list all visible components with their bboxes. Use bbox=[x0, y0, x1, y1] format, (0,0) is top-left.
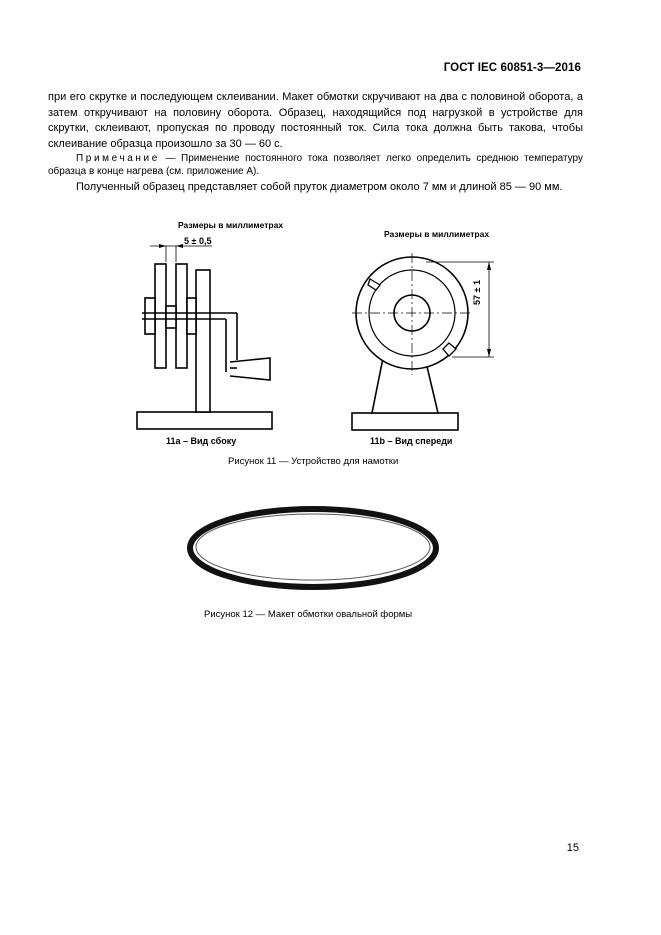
figure-11a-side-view bbox=[137, 264, 272, 429]
figure-11b-units-note: Размеры в миллиметрах bbox=[384, 229, 490, 239]
document-header: ГОСТ IEC 60851-3—2016 bbox=[443, 62, 581, 74]
note-label: Примечание bbox=[76, 153, 160, 164]
figure-11a-units-note: Размеры в миллиметрах bbox=[178, 220, 284, 230]
figure-11a-dimension bbox=[150, 246, 212, 262]
figure-11b-label: 11b – Вид спереди bbox=[370, 436, 453, 446]
body-paragraph: при его скрутке и последующем склеивании. Макет обмотки скручивают на два с половиной оборота, а затем откручивают на половину оборота. Образец, находящийся под нагрузкой в устройстве для скрутки, склеивают, пропуская по проводу постоянный ток. Сила тока должна быть такова, чтобы склеивание образца произошло за 30 — 60 с. bbox=[48, 91, 583, 150]
figure-11a-dimension-label: 5 ± 0,5 bbox=[184, 236, 212, 246]
note-text: — Применение постоянного тока позволяет легко определить среднюю температуру образца в конце нагрева (см. приложение А). bbox=[48, 153, 583, 177]
figure-11b-front-view bbox=[352, 253, 472, 430]
page-number: 15 bbox=[566, 842, 579, 854]
figure-12-oval-winding bbox=[190, 509, 436, 587]
figure-11b-dimension-label: 57 ± 1 bbox=[472, 280, 482, 305]
figure-11-caption: Рисунок 11 — Устройство для намотки bbox=[228, 456, 399, 467]
figure-11a-label: 11a – Вид сбоку bbox=[166, 436, 237, 446]
body-paragraph-2: Полученный образец представляет собой пруток диаметром около 7 мм и длиной 85 — 90 мм. bbox=[76, 181, 563, 193]
figure-12-caption: Рисунок 12 — Макет обмотки овальной формы bbox=[204, 609, 413, 620]
